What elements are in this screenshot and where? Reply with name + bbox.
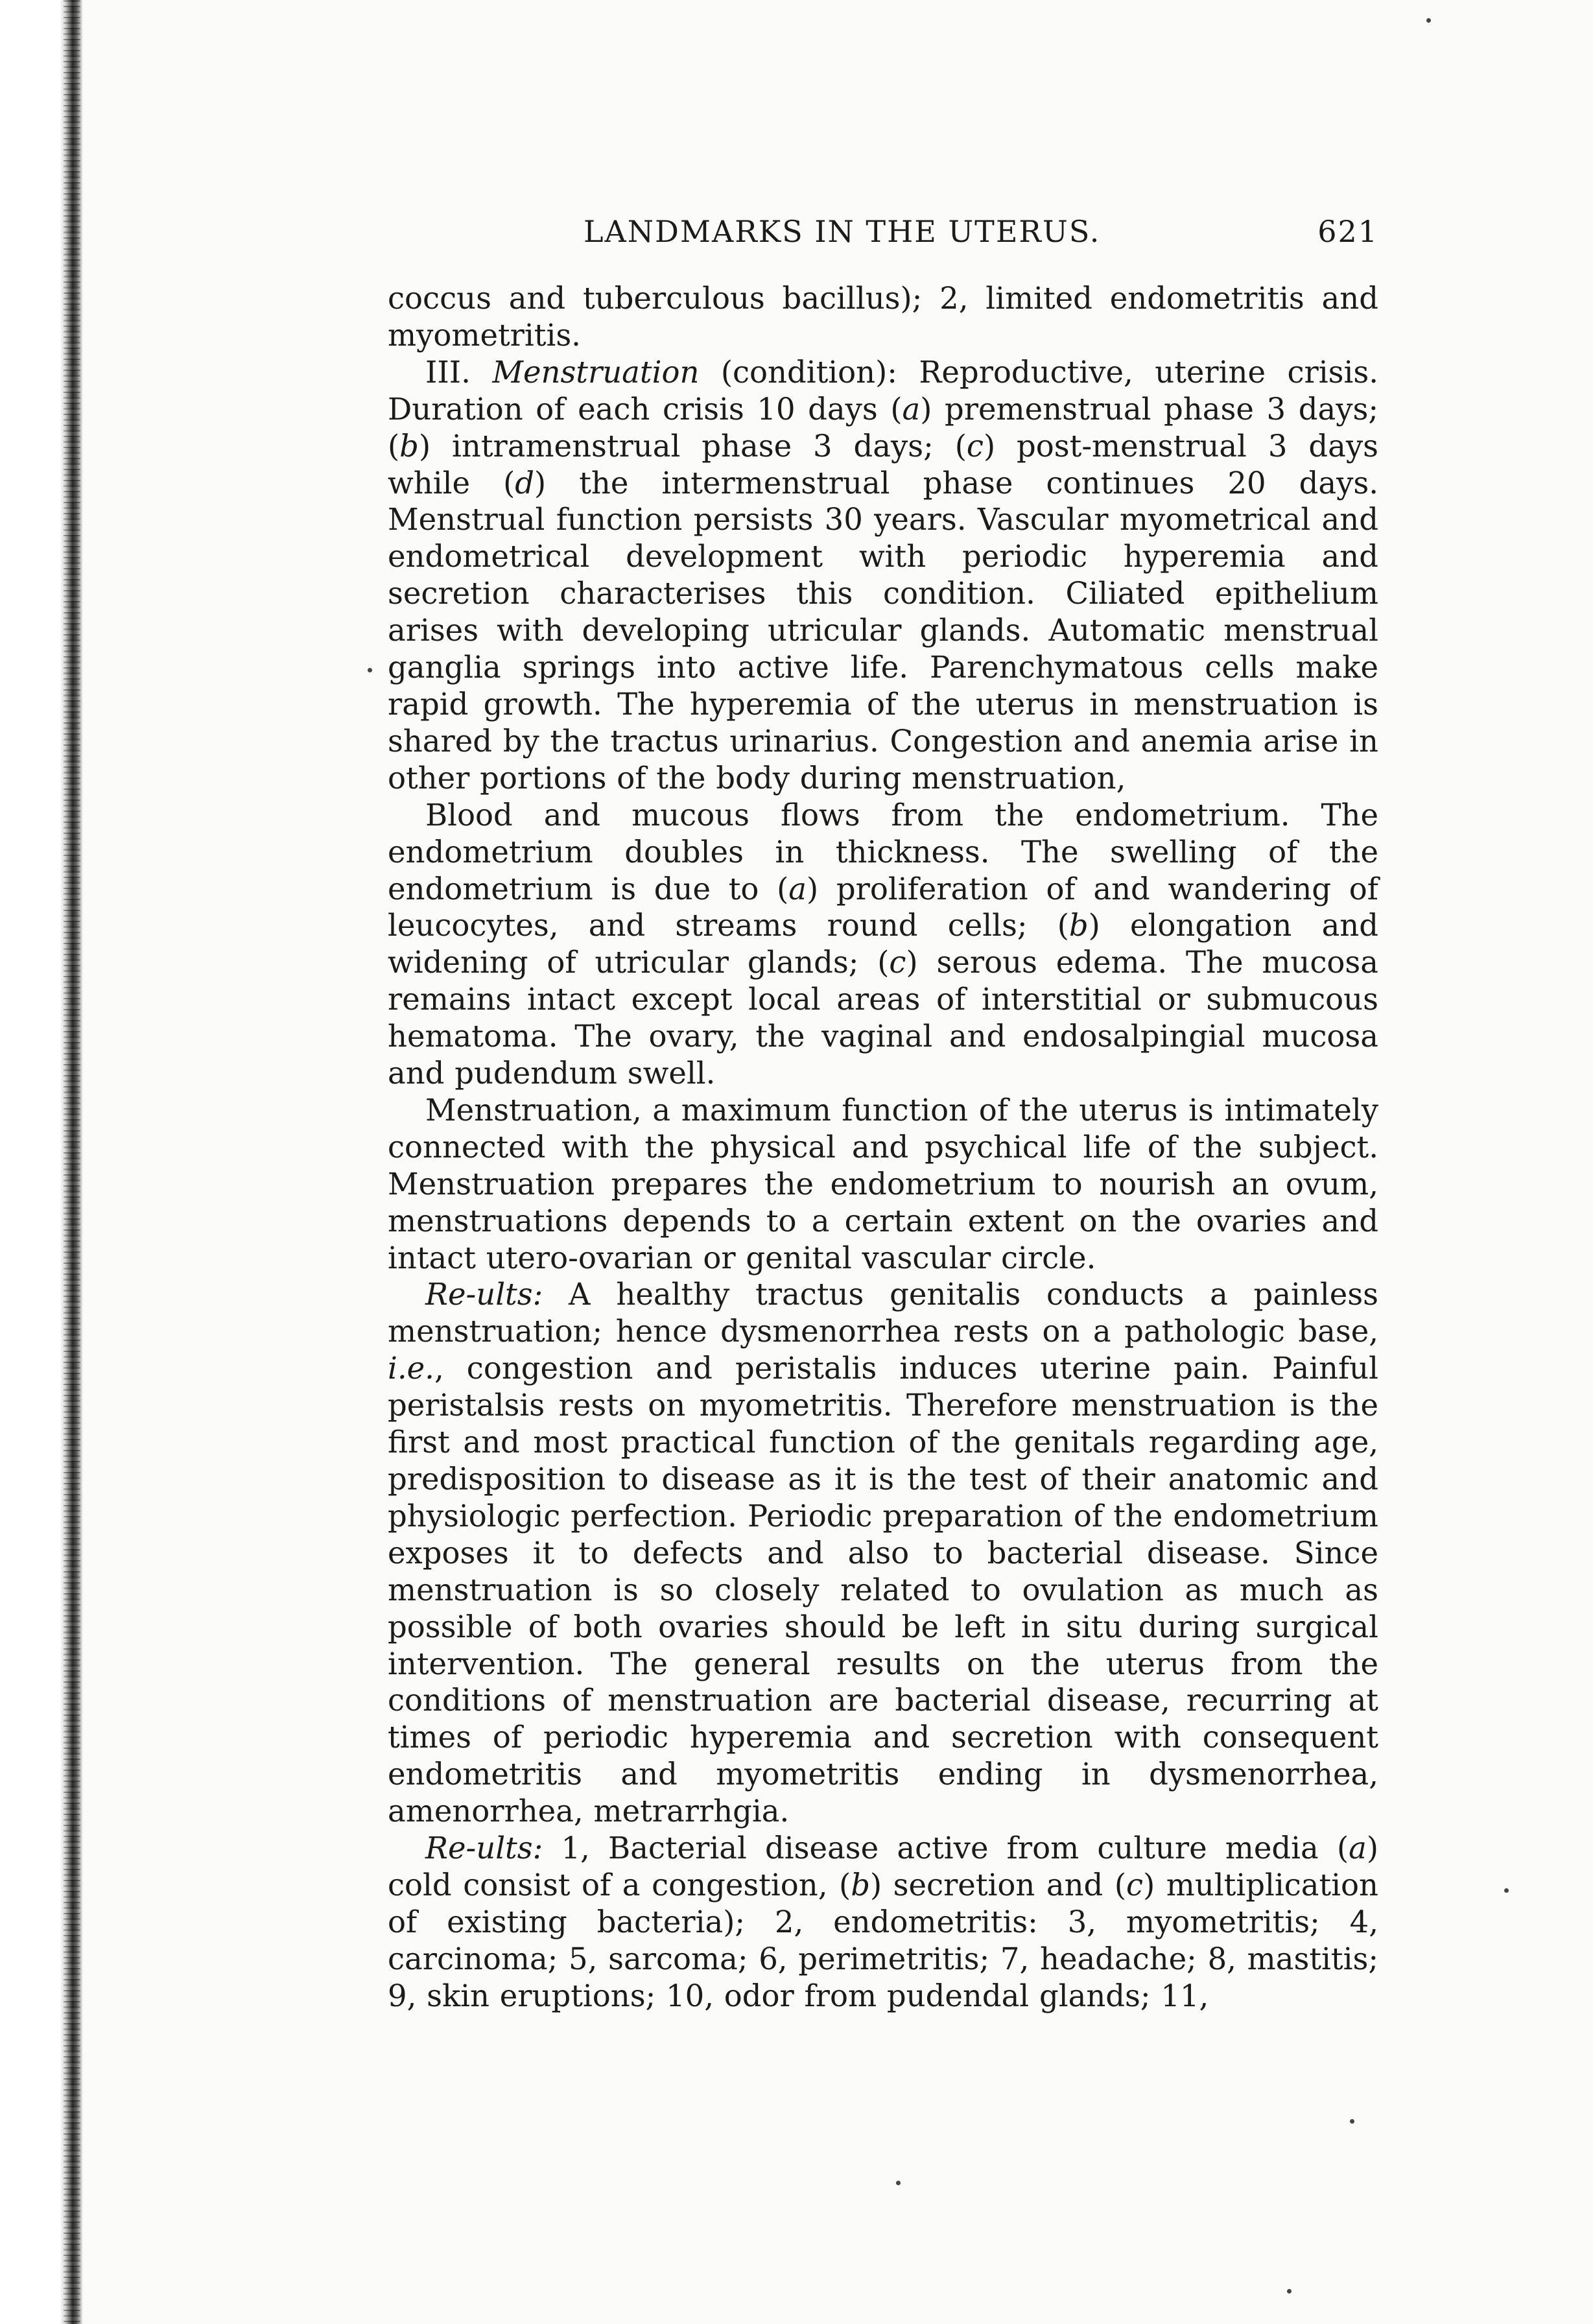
italic-text: c — [889, 945, 906, 980]
paragraph — [388, 1276, 1378, 1830]
italic-text: c — [966, 428, 984, 464]
italic-text: a — [788, 871, 807, 907]
text-run: III. — [425, 354, 493, 390]
text-run: ) serous edema. The mucosa remains intact except local areas of interstitial or submucous hematoma. The ovary, the vaginal and endosalpingial mucosa and pudendum swell. — [388, 945, 1378, 1091]
italic-text: i.e. — [388, 1351, 434, 1386]
paragraph — [388, 280, 1378, 354]
text-run: ) elongation and widening of utricular glands; ( — [388, 908, 1379, 980]
text-run: coccus and tuberculous bacillus); 2, limited endometritis and myometritis. — [388, 281, 1378, 353]
running-title: LANDMARKS IN THE UTERUS. — [584, 214, 1101, 249]
binding-edge-texture — [64, 0, 80, 2324]
page-header — [388, 209, 1378, 254]
page-binding-edge — [0, 0, 83, 2324]
body-text — [388, 280, 1378, 2015]
print-speck — [1504, 1888, 1509, 1893]
italic-text: c — [1126, 1867, 1144, 1903]
text-run: 1, Bacterial disease active from culture media ( — [543, 1831, 1349, 1866]
paragraph — [388, 797, 1378, 1092]
text-run: ) post-menstrual 3 days while ( — [388, 428, 1378, 501]
text-run: ) cold consist of a congestion, ( — [388, 1831, 1378, 1903]
text-run: ) the intermenstrual phase continues 20 days. Menstrual function persists 30 years. Vascular myometrical and endometrical development with periodic hyperemia and secretion characterises this condition. Ciliated epithelium arises with developing utricular glands. Automatic menstrual ganglia springs into active life. Parenchymatous cells make rapid growth. The hyperemia of the uterus in menstruation is shared by the tractus urinarius. Congestion and anemia arise in other portions of the body during menstruation, — [388, 465, 1379, 796]
italic-text: Re-ults: — [425, 1277, 543, 1312]
italic-text: b — [851, 1867, 870, 1903]
italic-text: a — [902, 391, 921, 427]
italic-text: a — [1349, 1831, 1367, 1866]
italic-text: b — [1068, 908, 1089, 943]
paragraph — [388, 354, 1378, 797]
page-number: 621 — [1317, 214, 1378, 249]
print-speck — [896, 2181, 901, 2185]
text-run: ) secretion and ( — [869, 1867, 1127, 1903]
text-run: ) premenstrual phase 3 days; ( — [388, 391, 1379, 464]
text-run: ) proliferation of and wandering of leucocytes, and streams round cells; ( — [388, 871, 1378, 943]
print-speck — [1287, 2289, 1292, 2294]
text-run: (condition): Reproductive, uterine crisis. Duration of each crisis 10 days ( — [388, 354, 1378, 427]
print-speck — [368, 668, 372, 672]
text-run: Menstruation, a maximum function of the uterus is intimately connected with the physical and psychical life of the subject. Menstruation prepares the endometrium to nourish an ovum, menstruations depends to a certain extent on the ovaries and intact utero-ovarian or genital vascular circle. — [388, 1092, 1378, 1275]
paragraph — [388, 1092, 1378, 1277]
print-speck — [1350, 2119, 1354, 2124]
italic-text: Re-ults: — [425, 1831, 543, 1866]
italic-text: Menstruation — [492, 354, 700, 390]
text-run: A healthy tractus genitalis conducts a painless menstruation; hence dysmenorrhea rests on a pathologic base, — [388, 1277, 1378, 1349]
italic-text: d — [515, 465, 534, 501]
text-run: Blood and mucous flows from the endometrium. The endometrium doubles in thickness. The swelling of the endometrium is due to ( — [388, 797, 1378, 907]
text-run: , congestion and peristalis induces uterine pain. Painful peristalsis rests on myometritis. Therefore menstruation is the first and most practical function of the genitals regarding age, predisposition to disease as it is the test of their anatomic and physiologic perfection. Periodic preparation of the endometrium exposes it to defects and also to bacterial disease. Since menstruation is so closely related to ovulation as much as possible of both ovaries should be left in situ during surgical intervention. The general results on the uterus from the conditions of menstruation are bacterial disease, recurring at times of periodic hyperemia and secretion with consequent endometritis and myometritis ending in dysmenorrhea, amenorrhea, metrarrhgia. — [388, 1351, 1378, 1829]
paragraph — [388, 1830, 1378, 2015]
text-run: ) intramenstrual phase 3 days; ( — [418, 428, 967, 464]
text-run: ) multiplication of existing bacteria); 2, endometritis: 3, myometritis; 4, carcinoma; 5, sarcoma; 6, perimetritis; 7, headache; 8, mastitis; 9, skin eruptions; 10, odor from pudendal glands; 11, — [388, 1867, 1379, 2013]
print-speck — [1426, 18, 1431, 23]
italic-text: b — [399, 428, 419, 464]
